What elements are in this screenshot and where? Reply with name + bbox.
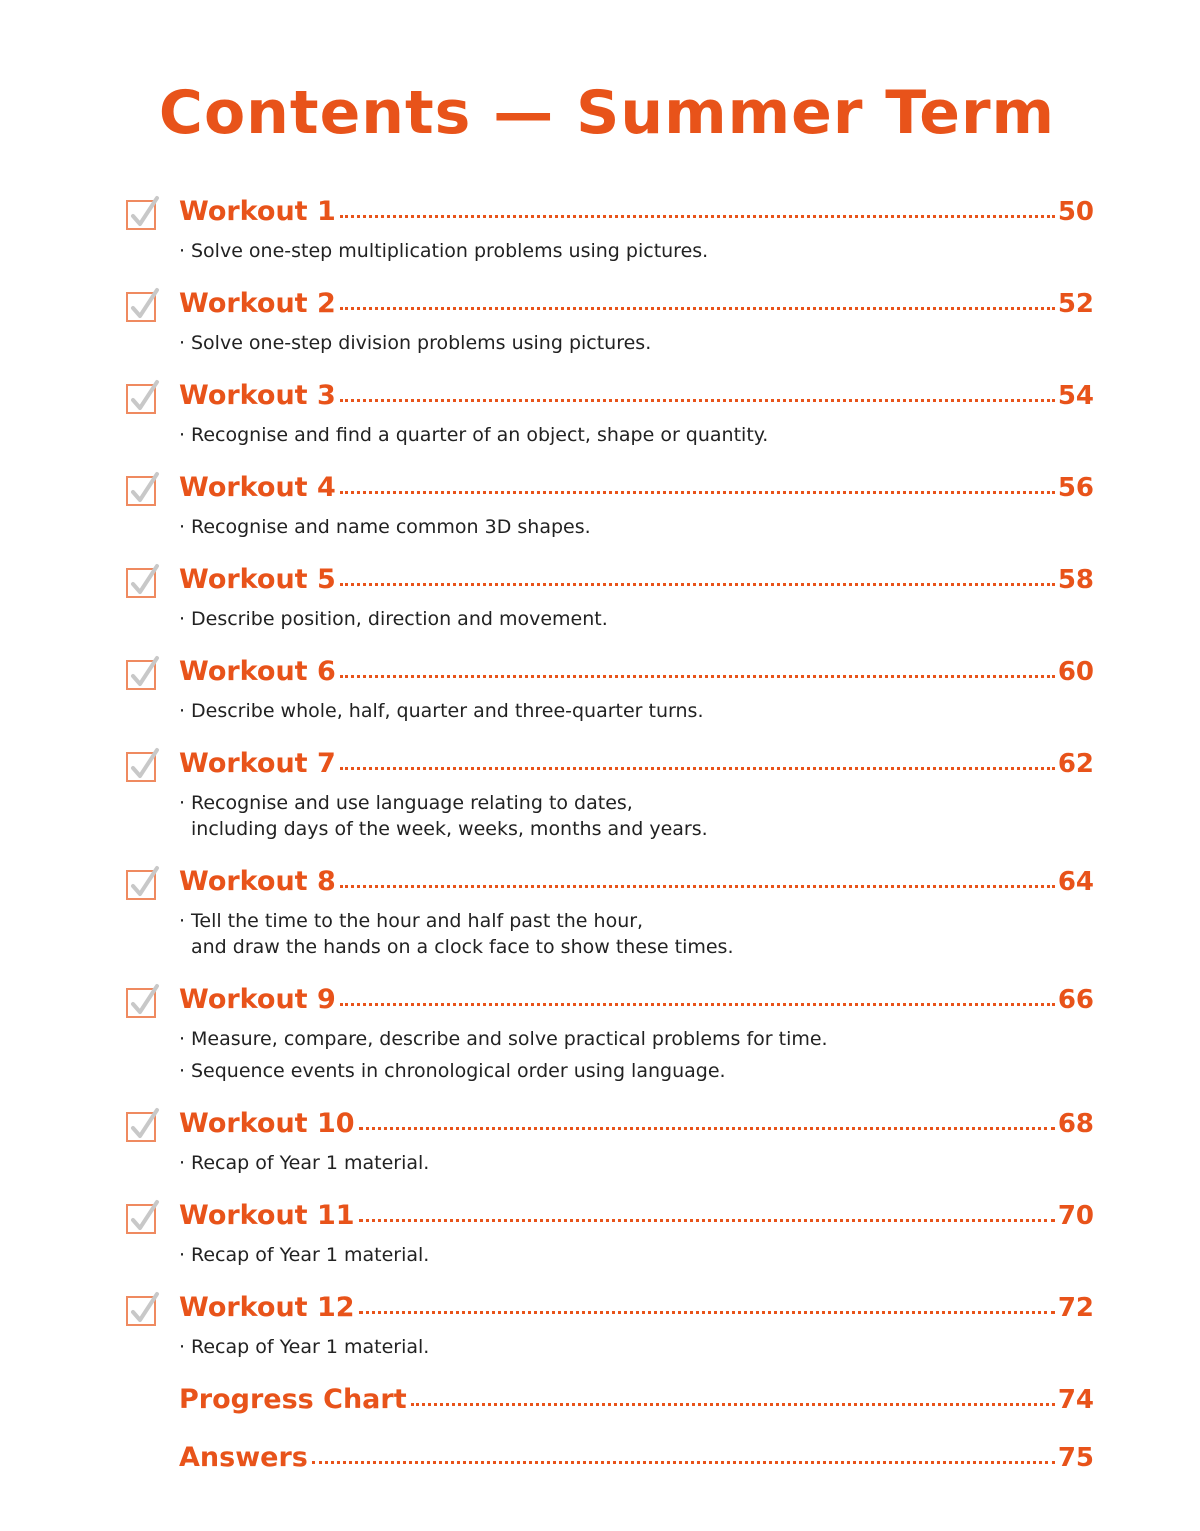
checkbox-tick-icon[interactable] <box>126 1296 156 1326</box>
dot-leader <box>340 399 1055 402</box>
page-number: 60 <box>1057 657 1094 687</box>
entry-title: Workout 12 <box>179 1292 355 1323</box>
checkbox-tick-icon[interactable] <box>126 384 156 414</box>
checkbox-tick-icon[interactable] <box>126 870 156 900</box>
dot-leader <box>340 307 1055 310</box>
entry-title: Answers <box>179 1442 308 1473</box>
description-line: Recognise and find a quarter of an object, shape or quantity. <box>191 424 769 446</box>
description-line: Solve one-step division problems using pictures. <box>191 332 652 354</box>
entry-title: Workout 5 <box>179 564 336 595</box>
entry-description: · Sequence events in chronological order using language. <box>179 1060 726 1082</box>
description-line: Describe position, direction and movement. <box>191 608 608 630</box>
contents-entry[interactable] <box>126 1200 1094 1268</box>
page-number: 52 <box>1057 289 1094 319</box>
page-number: 75 <box>1057 1443 1094 1473</box>
dot-leader <box>340 583 1055 586</box>
checkbox-tick-icon[interactable] <box>126 200 156 230</box>
entry-title: Workout 8 <box>179 866 336 897</box>
page-number: 70 <box>1057 1201 1094 1231</box>
entry-title: Workout 11 <box>179 1200 355 1231</box>
contents-list <box>126 196 1094 1500</box>
dot-leader <box>340 767 1055 770</box>
page-number: 54 <box>1057 381 1094 411</box>
checkbox-tick-icon[interactable] <box>126 752 156 782</box>
dot-leader <box>340 1003 1055 1006</box>
description-line: including days of the week, weeks, months and years. <box>191 818 708 840</box>
page-number: 58 <box>1057 565 1094 595</box>
page-number: 62 <box>1057 749 1094 779</box>
description-line: Recap of Year 1 material. <box>191 1244 430 1266</box>
page-number: 74 <box>1057 1385 1094 1415</box>
dot-leader <box>340 885 1055 888</box>
entry-description: · Recognise and use language relating to dates, including days of the week, weeks, months and years. <box>126 790 1094 842</box>
page-number: 56 <box>1057 473 1094 503</box>
contents-entry[interactable] <box>126 866 1094 960</box>
dot-leader <box>359 1219 1055 1222</box>
entry-title: Workout 4 <box>179 472 336 503</box>
page-number: 64 <box>1057 867 1094 897</box>
dot-leader <box>359 1127 1055 1130</box>
description-line: Recognise and name common 3D shapes. <box>191 516 591 538</box>
checkbox-tick-icon[interactable] <box>126 476 156 506</box>
dot-leader <box>340 491 1055 494</box>
contents-entry[interactable] <box>126 1108 1094 1176</box>
dot-leader <box>340 215 1055 218</box>
description-line: Recognise and use language relating to dates, <box>191 792 633 814</box>
checkbox-tick-icon[interactable] <box>126 292 156 322</box>
contents-entry[interactable] <box>126 564 1094 632</box>
entry-title: Workout 7 <box>179 748 336 779</box>
entry-description: · Solve one-step division problems using pictures. <box>179 332 652 354</box>
page-number: 66 <box>1057 985 1094 1015</box>
page-number: 68 <box>1057 1109 1094 1139</box>
description-line: Measure, compare, describe and solve practical problems for time. <box>191 1028 828 1050</box>
contents-entry[interactable] <box>126 288 1094 356</box>
entry-title: Workout 3 <box>179 380 336 411</box>
contents-entry[interactable] <box>126 656 1094 724</box>
checkbox-tick-icon[interactable] <box>126 660 156 690</box>
contents-entry[interactable] <box>126 380 1094 448</box>
entry-title: Workout 2 <box>179 288 336 319</box>
checkbox-tick-icon[interactable] <box>126 568 156 598</box>
entry-description: · Describe whole, half, quarter and three-quarter turns. <box>179 700 704 722</box>
description-line: and draw the hands on a clock face to show these times. <box>191 936 734 958</box>
contents-entry[interactable] <box>126 472 1094 540</box>
page-number: 72 <box>1057 1293 1094 1323</box>
dot-leader <box>359 1311 1055 1314</box>
dot-leader <box>312 1461 1055 1464</box>
description-line: Recap of Year 1 material. <box>191 1152 430 1174</box>
contents-entry[interactable] <box>126 1292 1094 1360</box>
entry-description: · Recap of Year 1 material. <box>179 1152 430 1174</box>
entry-title: Progress Chart <box>179 1384 407 1415</box>
page-title: Contents — Summer Term <box>158 78 1056 148</box>
description-line: Recap of Year 1 material. <box>191 1336 430 1358</box>
description-line: Solve one-step multiplication problems using pictures. <box>191 240 709 262</box>
entry-description: · Tell the time to the hour and half past the hour, and draw the hands on a clock face to show these times. <box>126 908 1094 960</box>
contents-entry[interactable] <box>126 196 1094 264</box>
description-line: Sequence events in chronological order using language. <box>191 1060 726 1082</box>
checkbox-tick-icon[interactable] <box>126 1112 156 1142</box>
entry-title: Workout 10 <box>179 1108 355 1139</box>
entry-description: · Recap of Year 1 material. <box>179 1244 430 1266</box>
description-line: Tell the time to the hour and half past the hour, <box>191 910 644 932</box>
contents-entry[interactable] <box>126 1384 1094 1424</box>
dot-leader <box>340 675 1055 678</box>
entry-title: Workout 1 <box>179 196 336 227</box>
checkbox-tick-icon[interactable] <box>126 988 156 1018</box>
entry-description: · Recap of Year 1 material. <box>179 1336 430 1358</box>
contents-entry[interactable] <box>126 748 1094 842</box>
entry-description: · Recognise and find a quarter of an object, shape or quantity. <box>179 424 769 446</box>
entry-description: · Measure, compare, describe and solve practical problems for time. <box>179 1028 828 1050</box>
contents-entry[interactable] <box>126 1442 1094 1482</box>
entry-title: Workout 6 <box>179 656 336 687</box>
entry-description: · Solve one-step multiplication problems using pictures. <box>179 240 709 262</box>
entry-title: Workout 9 <box>179 984 336 1015</box>
entry-description: · Recognise and name common 3D shapes. <box>179 516 591 538</box>
page-number: 50 <box>1057 197 1094 227</box>
entry-description: · Describe position, direction and movement. <box>179 608 608 630</box>
description-line: Describe whole, half, quarter and three-quarter turns. <box>191 700 704 722</box>
contents-entry[interactable] <box>126 984 1094 1084</box>
checkbox-tick-icon[interactable] <box>126 1204 156 1234</box>
dot-leader <box>411 1403 1055 1406</box>
